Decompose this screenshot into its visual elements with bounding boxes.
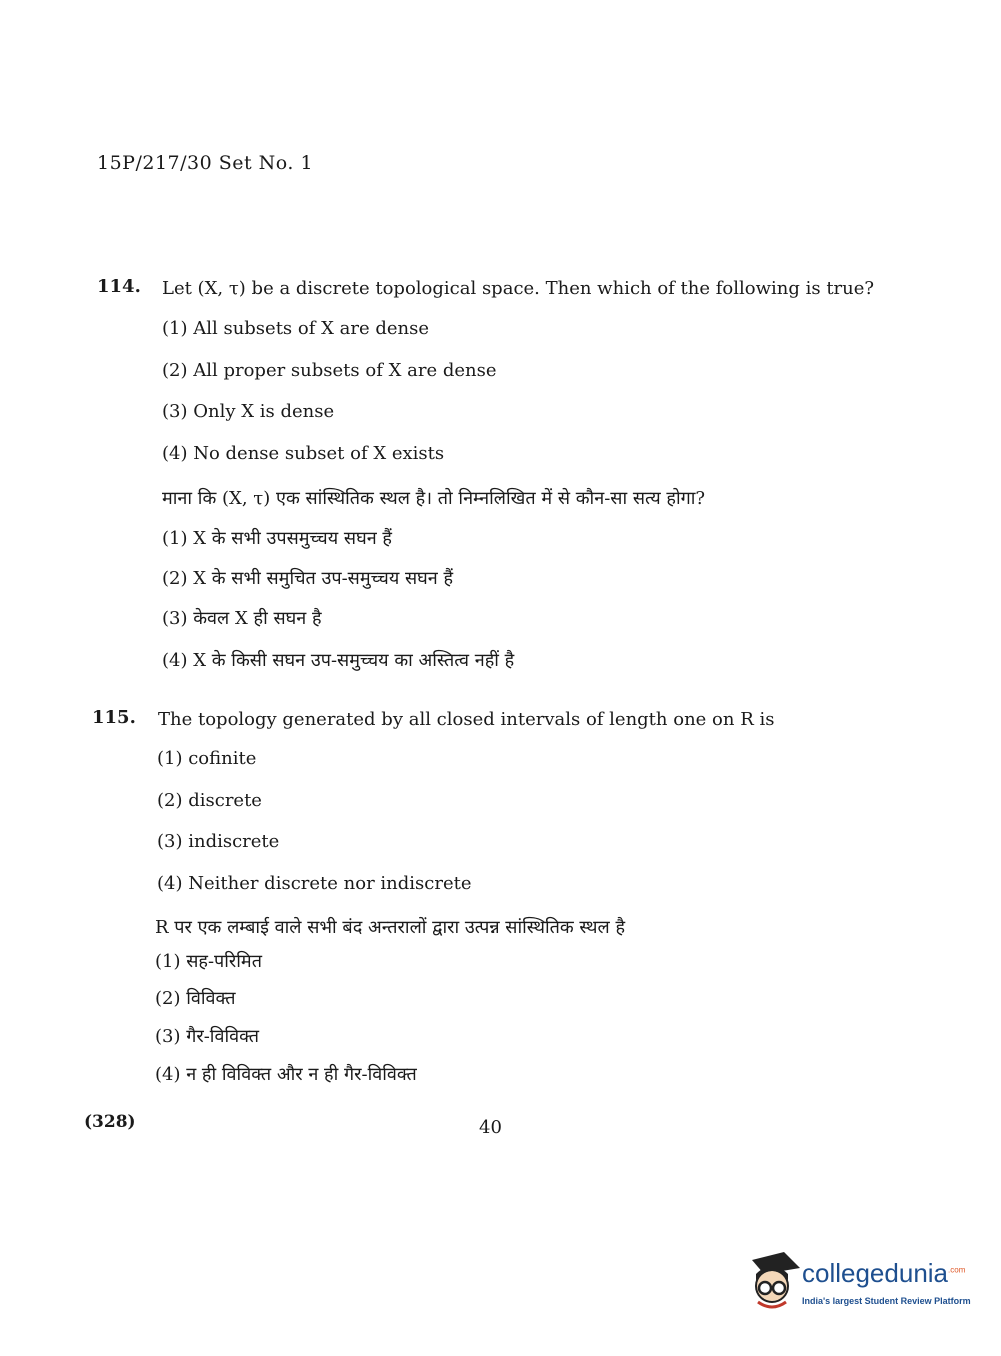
option: (1) cofinite	[157, 748, 257, 769]
question-number: 115.	[92, 707, 136, 728]
mascot-icon	[744, 1252, 800, 1312]
option-hindi: (2) X के सभी समुचित उप-समुच्चय सघन हैं	[162, 568, 454, 589]
question-text: Let (X, τ) be a discrete topological space. Then which of the following is true?	[162, 278, 875, 299]
option: (4) Neither discrete nor indiscrete	[157, 873, 472, 894]
option: (2) All proper subsets of X are dense	[162, 360, 497, 381]
option: (2) discrete	[157, 790, 262, 811]
question-number: 114.	[97, 276, 141, 297]
option: (3) indiscrete	[157, 831, 280, 852]
option-hindi: (4) X के किसी सघन उप-समुच्चय का अस्तित्व नहीं है	[162, 650, 515, 671]
option-hindi: (2) विविक्त	[155, 988, 236, 1009]
booklet-code: (328)	[84, 1112, 136, 1132]
paper-code: 15P/217/30 Set No. 1	[97, 152, 314, 174]
question-text: The topology generated by all closed intervals of length one on R is	[158, 709, 775, 730]
option: (3) Only X is dense	[162, 401, 335, 422]
option-hindi: (3) केवल X ही सघन है	[162, 608, 322, 629]
collegedunia-logo	[744, 1252, 974, 1312]
question-text-hindi: माना कि (X, τ) एक सांस्थितिक स्थल है। तो निम्नलिखित में से कौन-सा सत्य होगा?	[162, 488, 706, 509]
logo-tagline: India's largest Student Review Platform	[802, 1296, 971, 1306]
page-number: 40	[479, 1117, 502, 1138]
option-hindi: (4) न ही विविक्त और न ही गैर-विविक्त	[155, 1064, 417, 1085]
option-hindi: (1) सह-परिमित	[155, 951, 262, 972]
question-text-hindi: R पर एक लम्बाई वाले सभी बंद अन्तरालों द्वारा उत्पन्न सांस्थितिक स्थल है	[155, 917, 626, 938]
option: (4) No dense subset of X exists	[162, 443, 445, 464]
option-hindi: (1) X के सभी उपसमुच्चय सघन हैं	[162, 528, 392, 549]
logo-wordmark: collegedunia$^{.com}$	[802, 1258, 966, 1288]
option: (1) All subsets of X are dense	[162, 318, 430, 339]
option-hindi: (3) गैर-विविक्त	[155, 1026, 260, 1047]
